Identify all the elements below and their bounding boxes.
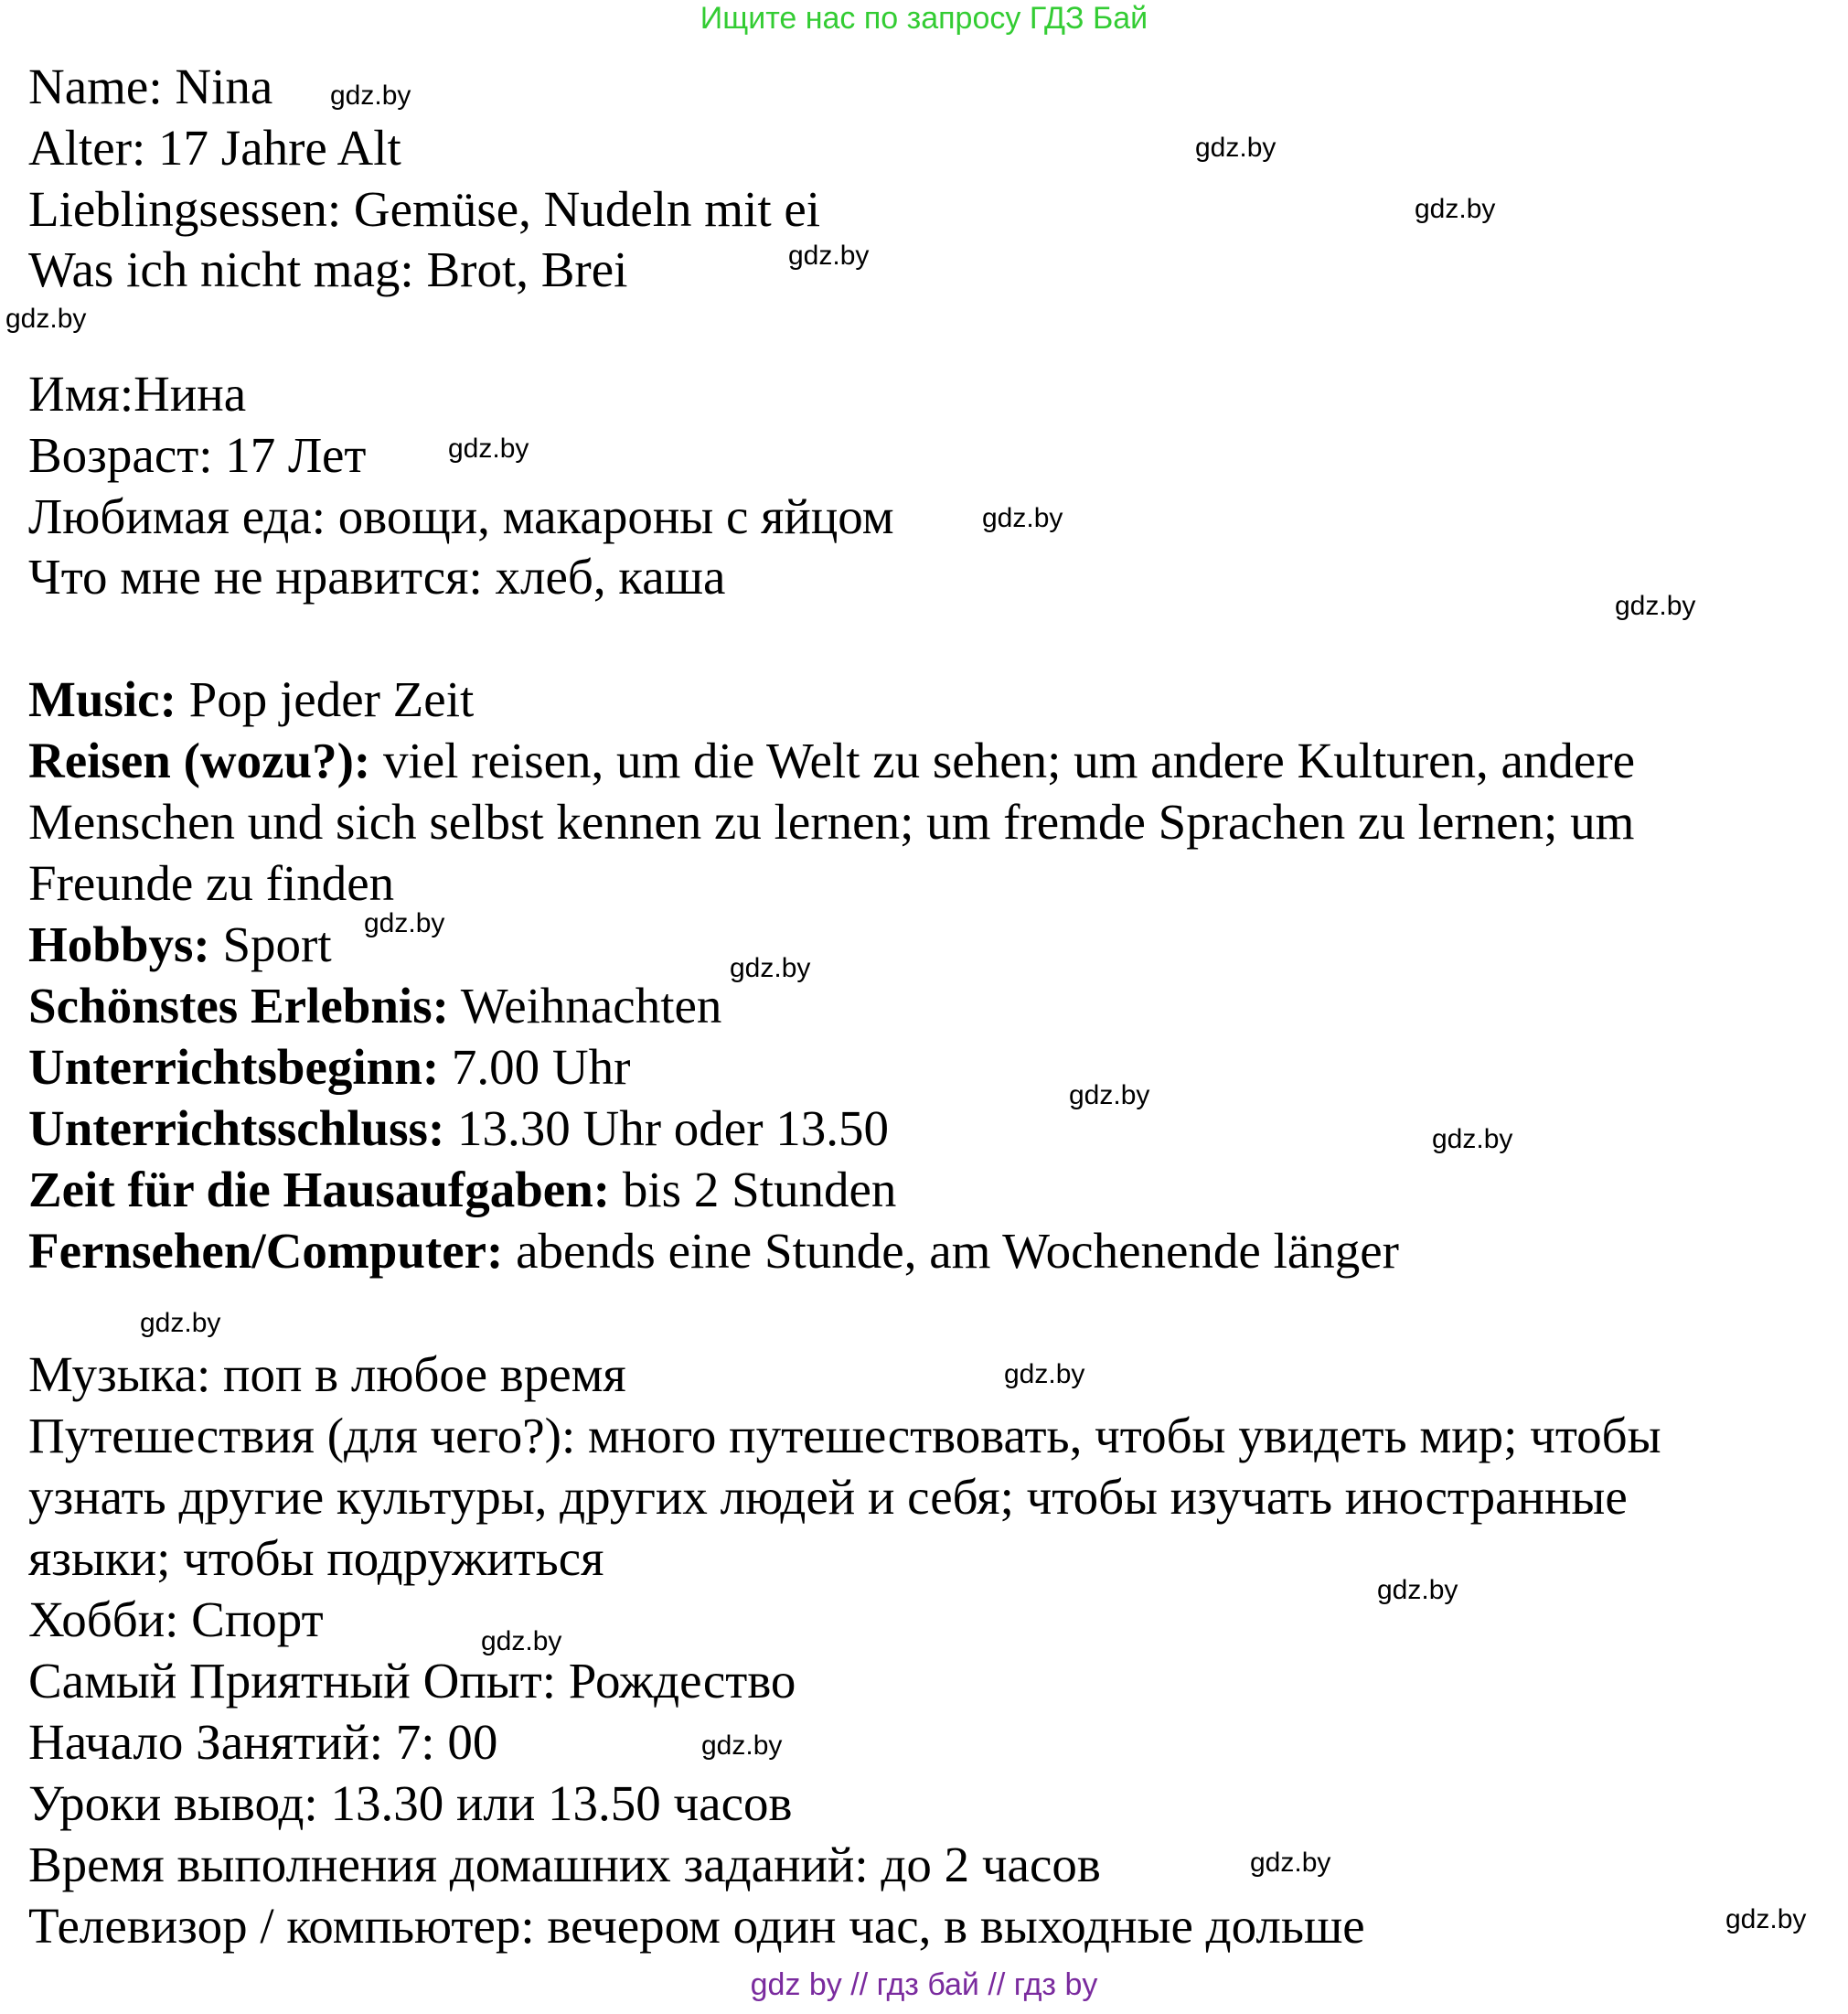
watermark: gdz.by bbox=[330, 80, 411, 111]
travel-value: viel reisen, um die Welt zu sehen; um andere Kulturen, andere bbox=[370, 733, 1636, 788]
russian-age: Возраст: 17 Лет bbox=[28, 427, 367, 483]
german-travel bbox=[28, 731, 1635, 791]
music-value: Pop jeder Zeit bbox=[176, 671, 475, 727]
homework-value: bis 2 Stunden bbox=[610, 1162, 897, 1217]
russian-travel-line3: языки; чтобы подружиться bbox=[28, 1530, 604, 1586]
german-travel-line3: Freunde zu finden bbox=[28, 855, 395, 911]
watermark: gdz.by bbox=[448, 434, 529, 464]
watermark: gdz.by bbox=[1415, 194, 1496, 224]
homework-label: Zeit für die Hausaufgaben: bbox=[28, 1162, 611, 1217]
watermark: gdz.by bbox=[1004, 1359, 1085, 1389]
footer-banner: gdz by // гдз бай // гдз by bbox=[750, 1967, 1098, 2002]
russian-tv-computer: Телевизор / компьютер: вечером один час, в выходные дольше bbox=[28, 1898, 1365, 1954]
lesson-end-value: 13.30 Uhr oder 13.50 bbox=[444, 1100, 890, 1156]
german-age: Alter: 17 Jahre Alt bbox=[28, 120, 401, 176]
watermark: gdz.by bbox=[1069, 1080, 1150, 1110]
header-banner: Ищите нас по запросу ГДЗ Бай bbox=[700, 1, 1148, 36]
watermark: gdz.by bbox=[1250, 1848, 1331, 1878]
russian-lesson-start: Начало Занятий: 7: 00 bbox=[28, 1714, 498, 1770]
russian-lesson-end: Уроки вывод: 13.30 или 13.50 часов bbox=[28, 1775, 793, 1831]
watermark: gdz.by bbox=[788, 241, 870, 271]
watermark: gdz.by bbox=[982, 503, 1063, 533]
watermark: gdz.by bbox=[1725, 1904, 1807, 1934]
german-homework bbox=[28, 1160, 896, 1220]
experience-value: Weihnachten bbox=[448, 978, 722, 1034]
german-lesson-end bbox=[28, 1098, 889, 1159]
tv-computer-label: Fernsehen/Computer: bbox=[28, 1223, 504, 1279]
lesson-start-label: Unterrichtsbeginn: bbox=[28, 1039, 440, 1095]
lesson-start-value: 7.00 Uhr bbox=[439, 1039, 631, 1095]
russian-music: Музыка: поп в любое время bbox=[28, 1346, 626, 1402]
hobbies-value: Sport bbox=[209, 916, 332, 972]
watermark: gdz.by bbox=[1377, 1575, 1458, 1605]
german-experience bbox=[28, 976, 721, 1036]
music-label: Music: bbox=[28, 671, 176, 727]
german-favorite-food: Lieblingsessen: Gemüse, Nudeln mit ei bbox=[28, 181, 821, 237]
watermark: gdz.by bbox=[5, 304, 87, 334]
watermark: gdz.by bbox=[1195, 133, 1277, 163]
german-tv-computer bbox=[28, 1221, 1399, 1281]
tv-computer-value: abends eine Stunde, am Wochenende länger bbox=[503, 1223, 1399, 1279]
hobbies-label: Hobbys: bbox=[28, 916, 210, 972]
german-lesson-start bbox=[28, 1037, 630, 1098]
russian-travel-line1: Путешествия (для чего?): много путешествовать, чтобы увидеть мир; чтобы bbox=[28, 1408, 1661, 1463]
russian-homework: Время выполнения домашних заданий: до 2 часов bbox=[28, 1837, 1101, 1892]
russian-travel-line2: узнать другие культуры, других людей и себя; чтобы изучать иностранные bbox=[28, 1469, 1628, 1525]
watermark: gdz.by bbox=[701, 1730, 783, 1761]
russian-favorite-food: Любимая еда: овощи, макароны с яйцом bbox=[28, 488, 894, 544]
travel-label: Reisen (wozu?): bbox=[28, 733, 371, 788]
watermark: gdz.by bbox=[481, 1626, 562, 1656]
german-music bbox=[28, 670, 474, 730]
watermark: gdz.by bbox=[140, 1308, 221, 1338]
german-hobbies bbox=[28, 915, 332, 975]
watermark: gdz.by bbox=[364, 908, 445, 938]
german-travel-line2: Menschen und sich selbst kennen zu lernen; um fremde Sprachen zu lernen; um bbox=[28, 794, 1635, 850]
russian-experience: Самый Приятный Опыт: Рождество bbox=[28, 1653, 796, 1709]
experience-label: Schönstes Erlebnis: bbox=[28, 978, 449, 1034]
russian-name: Имя:Нина bbox=[28, 366, 247, 422]
russian-dislikes: Что мне не нравится: хлеб, каша bbox=[28, 549, 726, 605]
watermark: gdz.by bbox=[730, 953, 811, 983]
russian-hobby: Хобби: Спорт bbox=[28, 1591, 324, 1647]
german-dislikes: Was ich nicht mag: Brot, Brei bbox=[28, 241, 628, 297]
watermark: gdz.by bbox=[1432, 1124, 1513, 1154]
watermark: gdz.by bbox=[1615, 591, 1696, 621]
german-name: Name: Nina bbox=[28, 59, 273, 114]
lesson-end-label: Unterrichtsschluss: bbox=[28, 1100, 445, 1156]
